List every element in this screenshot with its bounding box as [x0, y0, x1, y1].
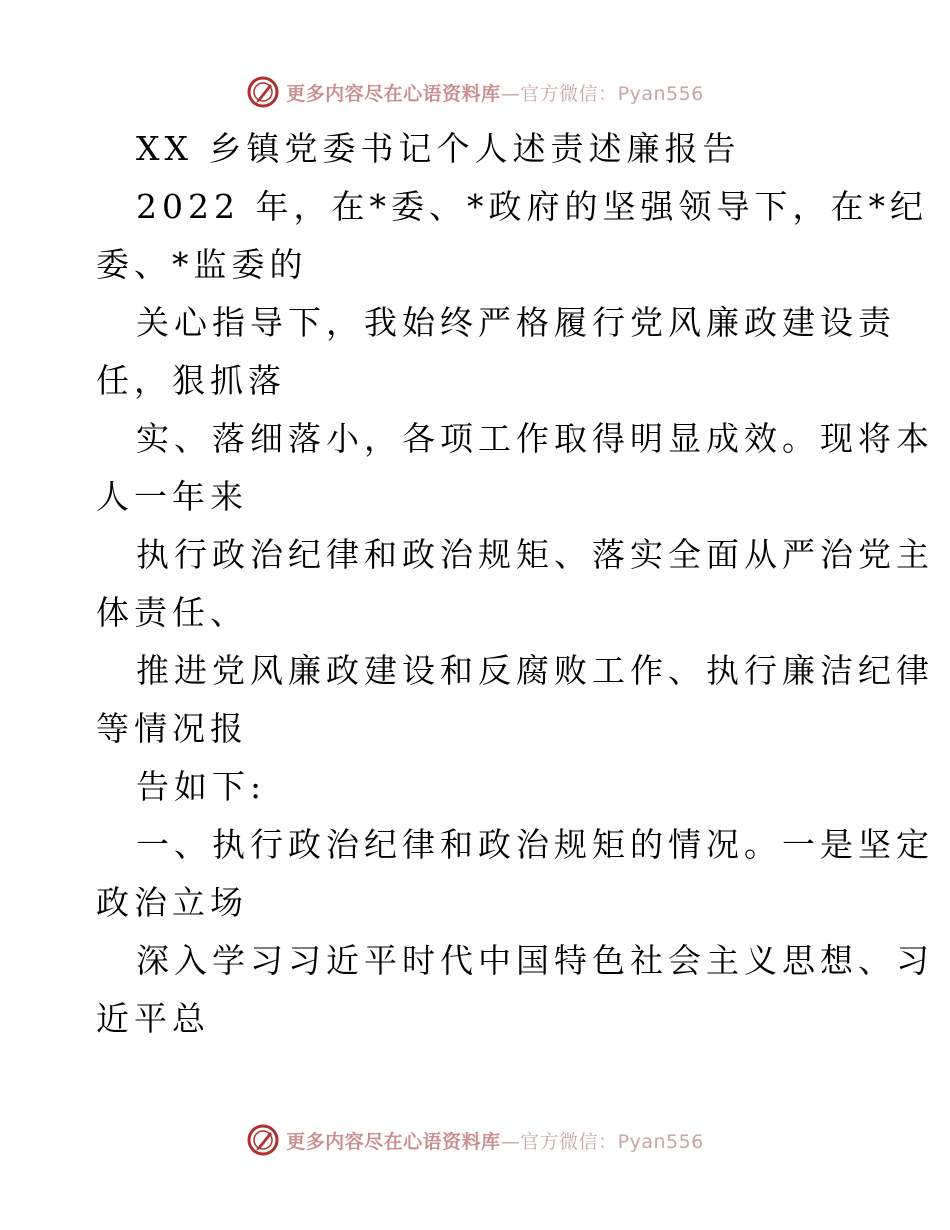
watermark-group: [246, 75, 704, 109]
document-line: 关心指导下，我始终严格履行党风廉政建设责: [136, 303, 896, 342]
header-watermark: [0, 72, 950, 112]
watermark-group: [246, 1123, 704, 1157]
document-line: 2022 年，在*委、*政府的坚强领导下，在*纪: [136, 187, 928, 226]
watermark-dash: —: [500, 82, 521, 105]
watermark-main-text: 更多内容尽在心语资料库: [286, 82, 501, 105]
pen-in-circle-icon: [246, 75, 280, 109]
document-line: 委、*监委的: [96, 245, 308, 284]
document-body: [96, 120, 934, 1048]
document-line: 告如下:: [136, 767, 267, 806]
watermark-text: [286, 79, 704, 106]
watermark-text: [286, 1127, 704, 1154]
document-line: XX 乡镇党委书记个人述责述廉报告: [136, 129, 741, 168]
document-line: 执行政治纪律和政治规矩、落实全面从严治党主: [136, 535, 934, 574]
document-line: 等情况报: [96, 709, 248, 748]
watermark-tail-text: 官方微信：Pyan556: [520, 1130, 704, 1153]
document-line: 任，狠抓落: [96, 361, 286, 400]
pen-in-circle-icon: [246, 1123, 280, 1157]
document-line: 实、落细落小，各项工作取得明显成效。现将本: [136, 419, 934, 458]
document-line: 推进党风廉政建设和反腐败工作、执行廉洁纪律: [136, 651, 934, 690]
document-line: 体责任、: [96, 593, 248, 632]
document-line: 深入学习习近平时代中国特色社会主义思想、习: [136, 941, 934, 980]
document-line: 近平总: [96, 999, 210, 1038]
watermark-main-text: 更多内容尽在心语资料库: [286, 1130, 501, 1153]
document-line: 一、执行政治纪律和政治规矩的情况。一是坚定: [136, 825, 934, 864]
document-line: 人一年来: [96, 477, 248, 516]
document-line: 政治立场: [96, 883, 248, 922]
watermark-dash: —: [500, 1130, 521, 1153]
footer-watermark: [0, 1120, 950, 1160]
watermark-tail-text: 官方微信：Pyan556: [520, 82, 704, 105]
